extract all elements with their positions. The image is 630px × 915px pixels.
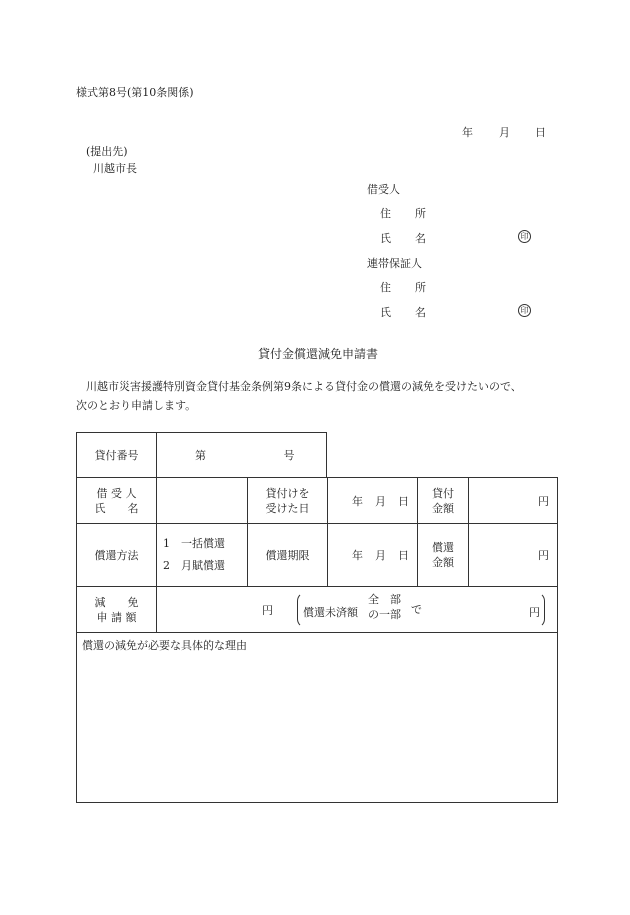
repay-amount-field[interactable]: 円 <box>469 524 558 587</box>
guarantor-title: 連帯保証人 <box>367 257 422 270</box>
loan-date-field[interactable]: 年 月 日 <box>328 478 418 524</box>
unpaid-bracket <box>297 592 545 628</box>
borrower-name-field[interactable] <box>157 478 248 524</box>
loan-amount-header: 貸付 金額 <box>418 478 469 524</box>
reduction-header: 減 免 申 請 額 <box>77 587 157 633</box>
repay-method-header: 償還方法 <box>77 524 157 587</box>
borrower-name-header: 借 受 人 氏 名 <box>77 478 157 524</box>
unpaid-label: 償還未済額 <box>303 606 358 619</box>
loan-date-header: 貸付けを 受けた日 <box>248 478 328 524</box>
form-number: 様式第8号(第10条関係) <box>76 86 194 99</box>
loan-number-table <box>76 432 327 478</box>
loan-number-label: 貸付番号 <box>77 433 157 478</box>
borrower-address-label: 住 所 <box>380 207 426 220</box>
date-month: 月 <box>499 126 510 139</box>
borrower-name-label: 氏 名 <box>380 232 426 245</box>
reduction-yen: 円 <box>262 604 273 617</box>
borrower-seal-icon: 印 <box>518 230 531 243</box>
repay-method-options[interactable]: 1 一括償還 2 月賦償還 <box>157 524 248 587</box>
body-text-line1: 川越市災害援護特別資金貸付基金条例第9条による貸付金の償還の減免を受けたいので、 <box>86 380 522 393</box>
loan-amount-field[interactable]: 円 <box>469 478 558 524</box>
repay-deadline-field[interactable]: 年 月 日 <box>328 524 418 587</box>
guarantor-address-label: 住 所 <box>380 281 426 294</box>
body-text-line2: 次のとおり申請します。 <box>76 399 197 412</box>
unpaid-options: 全 部 の一部 <box>368 593 401 621</box>
guarantor-name-label: 氏 名 <box>380 306 426 319</box>
repay-deadline-header: 償還期限 <box>248 524 328 587</box>
borrower-title: 借受人 <box>367 183 400 196</box>
loan-number-field[interactable] <box>157 433 327 478</box>
unpaid-yen: 円 <box>529 606 540 619</box>
guarantor-seal-icon: 印 <box>518 304 531 317</box>
reduction-field[interactable] <box>157 587 558 633</box>
date-day: 日 <box>535 126 546 139</box>
date-year: 年 <box>462 126 473 139</box>
reason-field[interactable] <box>77 633 558 803</box>
submit-to-addressee: 川越市長 <box>93 162 137 175</box>
submit-to-label: (提出先) <box>86 145 128 158</box>
application-table <box>76 477 558 803</box>
reason-label: 償還の減免が必要な具体的な理由 <box>82 639 247 652</box>
document-title: 貸付金償還減免申請書 <box>258 347 379 361</box>
repay-amount-header: 償還 金額 <box>418 524 469 587</box>
unpaid-de: で <box>411 603 422 616</box>
loan-number-go: 号 <box>283 449 295 462</box>
loan-number-dai: 第 <box>195 449 206 462</box>
